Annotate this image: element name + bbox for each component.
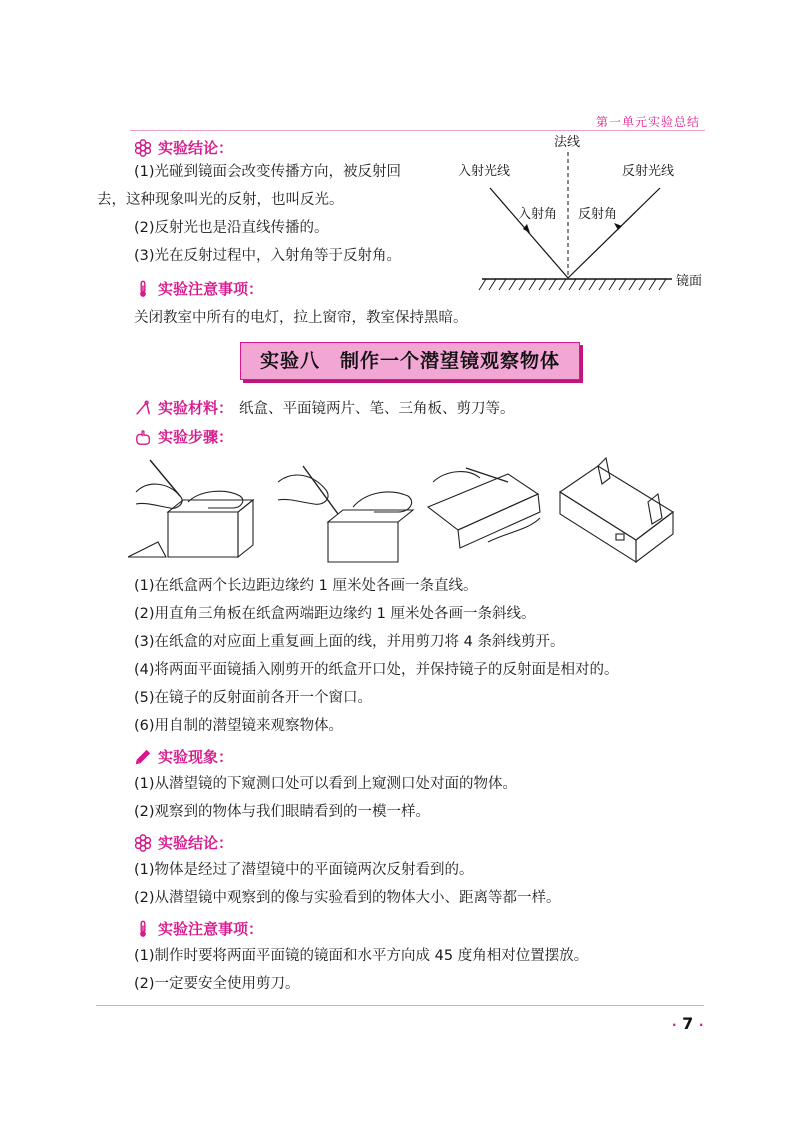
box-side-1 [238,500,253,557]
incident-angle-label: 入射角 [518,207,558,222]
phenomena-heading: 实验现象： [134,746,233,767]
note-item: (2)一定要安全使用剪刀。 [134,976,300,992]
conclusion-item: (1)物体是经过了潜望镜中的平面镜两次反射看到的。 [134,862,474,878]
incident-ray [490,188,568,278]
window-4 [616,534,624,540]
reflection-angle-label: 反射角 [578,207,618,222]
incident-arrow [523,224,530,233]
text-line: (2)反射光也是沿直线传播的。 [134,220,329,236]
step-item: (6)用自制的潜望镜来观察物体。 [134,718,344,734]
pen-1 [150,460,180,496]
box-front-2 [328,522,398,562]
incident-ray-label: 入射光线 [458,164,511,179]
page-number: · 7 · [672,1014,704,1033]
reflection-diagram [450,130,720,305]
materials-text: 纸盒、平面镜两片、笔、三角板、剪刀等。 [239,401,515,417]
pen-2 [303,466,338,514]
notes-heading-b: 实验注意事项： [134,918,263,939]
step-item: (4)将两面平面镜插入刚剪开的纸盒开口处，并保持镜子的反射面是相对的。 [134,662,619,678]
reflected-ray [568,188,660,278]
box-front-4 [560,492,636,562]
pen-3 [466,468,508,482]
reflected-ray-label: 反射光线 [622,164,675,179]
hand-icon [134,428,152,446]
steps-illustration [128,452,680,572]
page-number-value: 7 [682,1014,694,1033]
step-item: (3)在纸盒的对应面上重复画上面的线，并用剪刀将 4 条斜线剪开。 [134,634,565,650]
steps-heading: 实验步骤： [134,426,233,447]
pencil-icon [134,748,152,766]
step-item: (2)用直角三角板在纸盒两端距边缘约 1 厘米处各画一条斜线。 [134,606,536,622]
unit-header-tag: 第一单元实验总结 [596,115,701,129]
hand-3a [433,472,480,482]
triangle-ruler [128,542,166,557]
experiment-banner [240,342,580,380]
phenomenon-item: (1)从潜望镜的下窥测口处可以看到上窥测口处对面的物体。 [134,776,518,792]
box-front-3 [458,494,540,548]
text-line: 去，这种现象叫光的反射，也叫反光。 [97,192,344,208]
mirror-hatching [479,279,666,290]
box-front-1 [168,512,238,557]
text-line: (3)光在反射过程中，入射角等于反射角。 [134,248,402,264]
step-item: (5)在镜子的反射面前各开一个窗口。 [134,690,373,706]
materials-heading: 实验材料： 纸盒、平面镜两片、笔、三角板、剪刀等。 [134,397,515,418]
conclusion-heading-b: 实验结论： [134,832,233,853]
box-side-4 [636,512,673,562]
footer-divider [96,1005,704,1006]
text-line: 关闭教室中所有的电灯，拉上窗帘，教室保持黑暗。 [134,310,468,326]
thermometer-icon [134,280,152,298]
flower-icon [134,834,152,852]
hand-2b [353,492,412,512]
notes-heading-a: 实验注意事项： [134,278,263,299]
normal-label: 法线 [554,135,581,150]
step-item: (1)在纸盒两个长边距边缘约 1 厘米处各画一条直线。 [134,578,478,594]
hand-3b [488,518,540,542]
thermometer-icon [134,920,152,938]
text-line: (1)光碰到镜面会改变传播方向，被反射回 [134,164,402,180]
compass-tools-icon [134,399,152,417]
note-item: (1)制作时要将两面平面镜的镜面和水平方向成 45 度角相对位置摆放。 [134,948,589,964]
conclusion-item: (2)从潜望镜中观察到的像与实验看到的物体大小、距离等都一样。 [134,890,561,906]
mirror-label: 镜面 [676,274,703,289]
mirror-flap-1 [598,458,610,484]
flower-icon [134,139,152,157]
conclusion-heading-a: 实验结论： [134,137,233,158]
hand-1a [136,484,182,508]
reflected-arrow [614,223,622,230]
phenomenon-item: (2)观察到的物体与我们眼睛看到的一模一样。 [134,804,431,820]
experiment-banner-title: 实验八 制作一个潜望镜观察物体 [259,350,560,372]
